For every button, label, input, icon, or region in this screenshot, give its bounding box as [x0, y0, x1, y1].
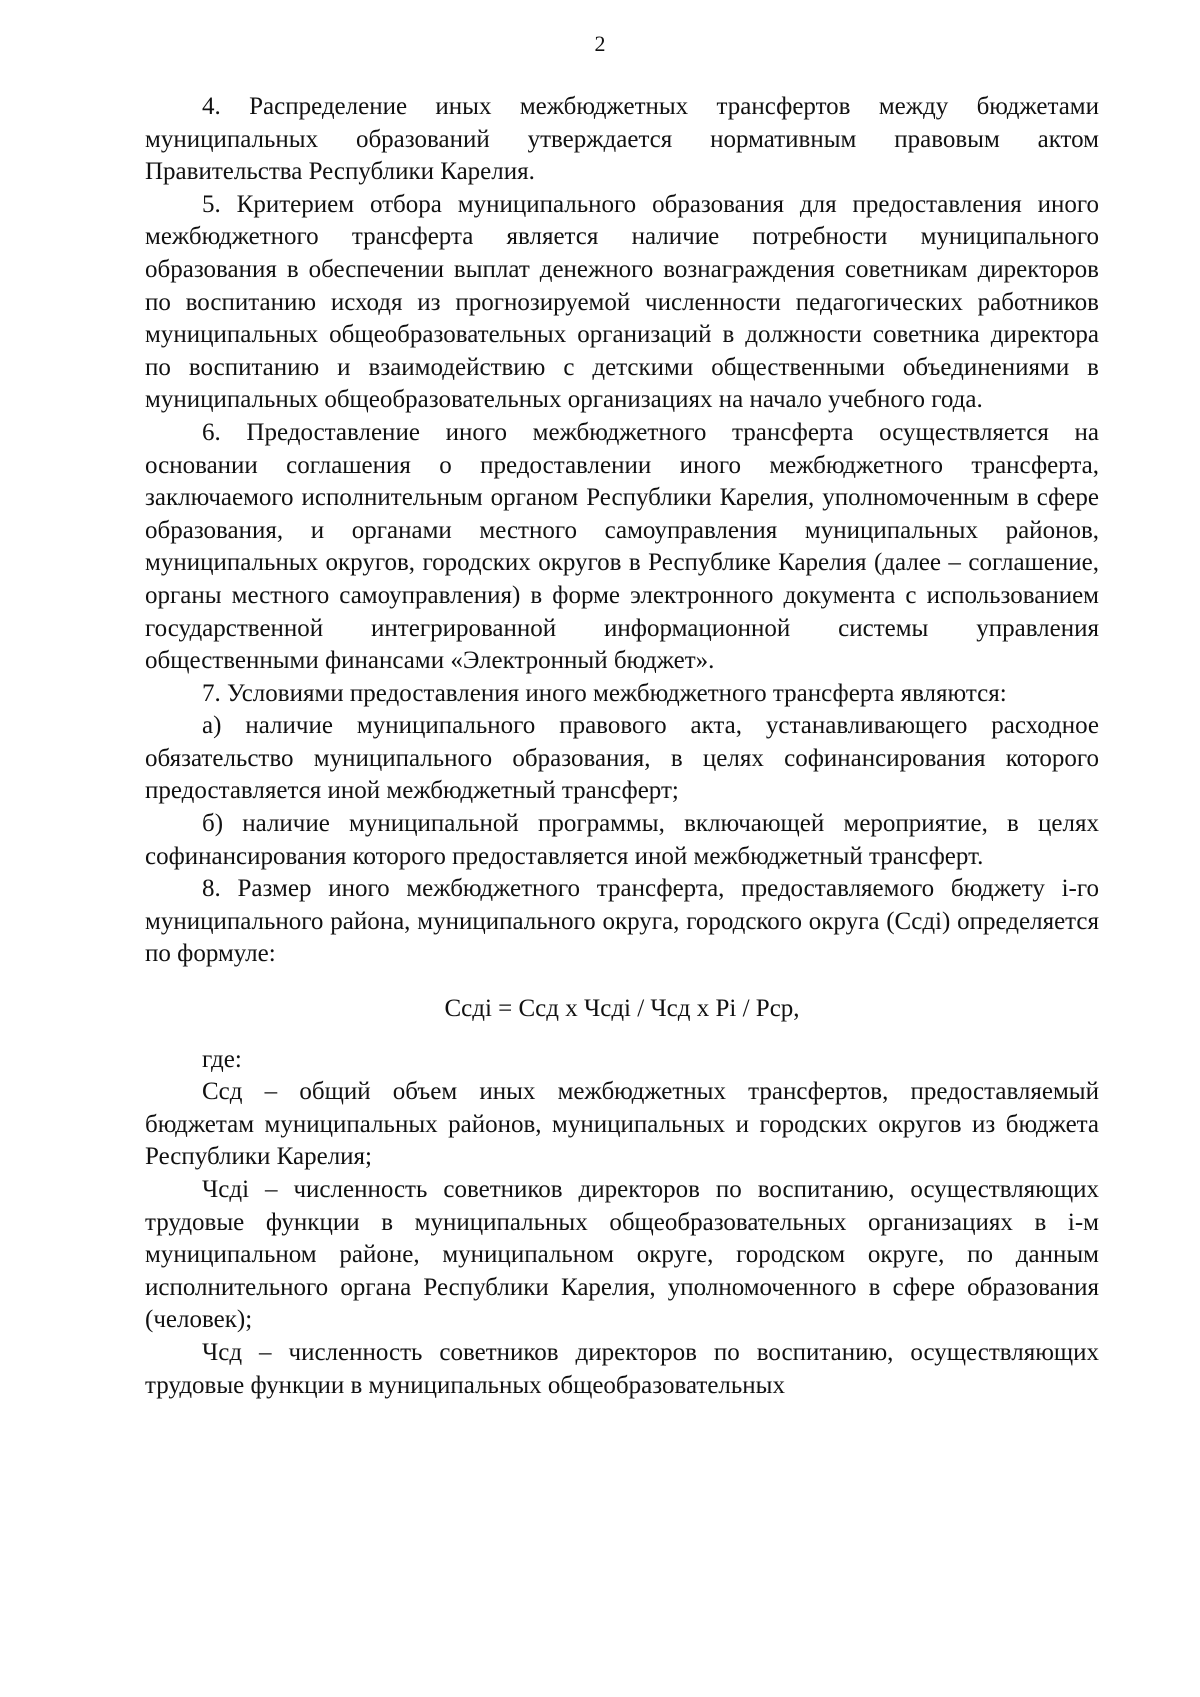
- paragraph-7a: а) наличие муниципального правового акта, устанавливающего расходное обязательство муниципального образования, в целях софинансирования которого предоставляется иной межбюджетный трансферт;: [145, 712, 1099, 805]
- where-label: где:: [202, 1045, 242, 1073]
- page-number: 2: [594, 31, 606, 56]
- paragraph-5: 5. Критерием отбора муниципального образования для предоставления иного межбюджетного трансферта является наличие потребности муниципального образования в обеспечении выплат денежного вознаграждения советникам директоров по воспитанию исходя из прогнозируемой численности педагогических работников муниципальных общеобразовательных организаций в должности советника директора по воспитанию и взаимодействию с детскими общественными объединениями в муниципальных общеобразовательных организациях на начало учебного года.: [145, 190, 1099, 414]
- definition-chsdi: Чсдi – численность советников директоров по воспитанию, осуществляющих трудовые функции в муниципальных общеобразовательных организациях в i-м муниципальном районе, муниципальном округе, городском округе, по данным исполнительного органа Республики Карелия, уполномоченного в сфере образования (человек);: [145, 1176, 1099, 1334]
- definition-ccd: Ccд – общий объем иных межбюджетных трансфертов, предоставляемый бюджетам муниципальных районов, муниципальных и городских округов из бюджета Республики Карелия;: [145, 1078, 1099, 1171]
- definition-chsd: Чсд – численность советников директоров по воспитанию, осуществляющих трудовые функции в муниципальных общеобразовательных: [145, 1338, 1099, 1399]
- formula: Ccдi = Ccд х Чсдi / Чсд х Pi / Рср,: [444, 995, 800, 1023]
- paragraph-4: 4. Распределение иных межбюджетных трансфертов между бюджетами муниципальных образований утверждается нормативным правовым актом Правительства Республики Карелия.: [145, 93, 1099, 186]
- paragraph-7: 7. Условиями предоставления иного межбюджетного трансферта являются:: [202, 679, 1007, 707]
- paragraph-7b: б) наличие муниципальной программы, включающей мероприятие, в целях софинансирования которого предоставляется иной межбюджетный трансферт.: [145, 810, 1099, 870]
- document-body: [145, 91, 1099, 1402]
- paragraph-8: 8. Размер иного межбюджетного трансферта, предоставляемого бюджету i-го муниципального района, муниципального округа, городского округа (Ccдi) определяется по формуле:: [145, 875, 1099, 968]
- paragraph-6: 6. Предоставление иного межбюджетного трансферта осуществляется на основании соглашения о предоставлении иного межбюджетного трансферта, заключаемого исполнительным органом Республики Карелия, уполномоченным в сфере образования, и органами местного самоуправления муниципальных районов, муниципальных округов, городских округов в Республике Карелия (далее – соглашение, органы местного самоуправления) в форме электронного документа с использованием государственной интегрированной информационной системы управления общественными финансами «Электронный бюджет».: [145, 418, 1099, 675]
